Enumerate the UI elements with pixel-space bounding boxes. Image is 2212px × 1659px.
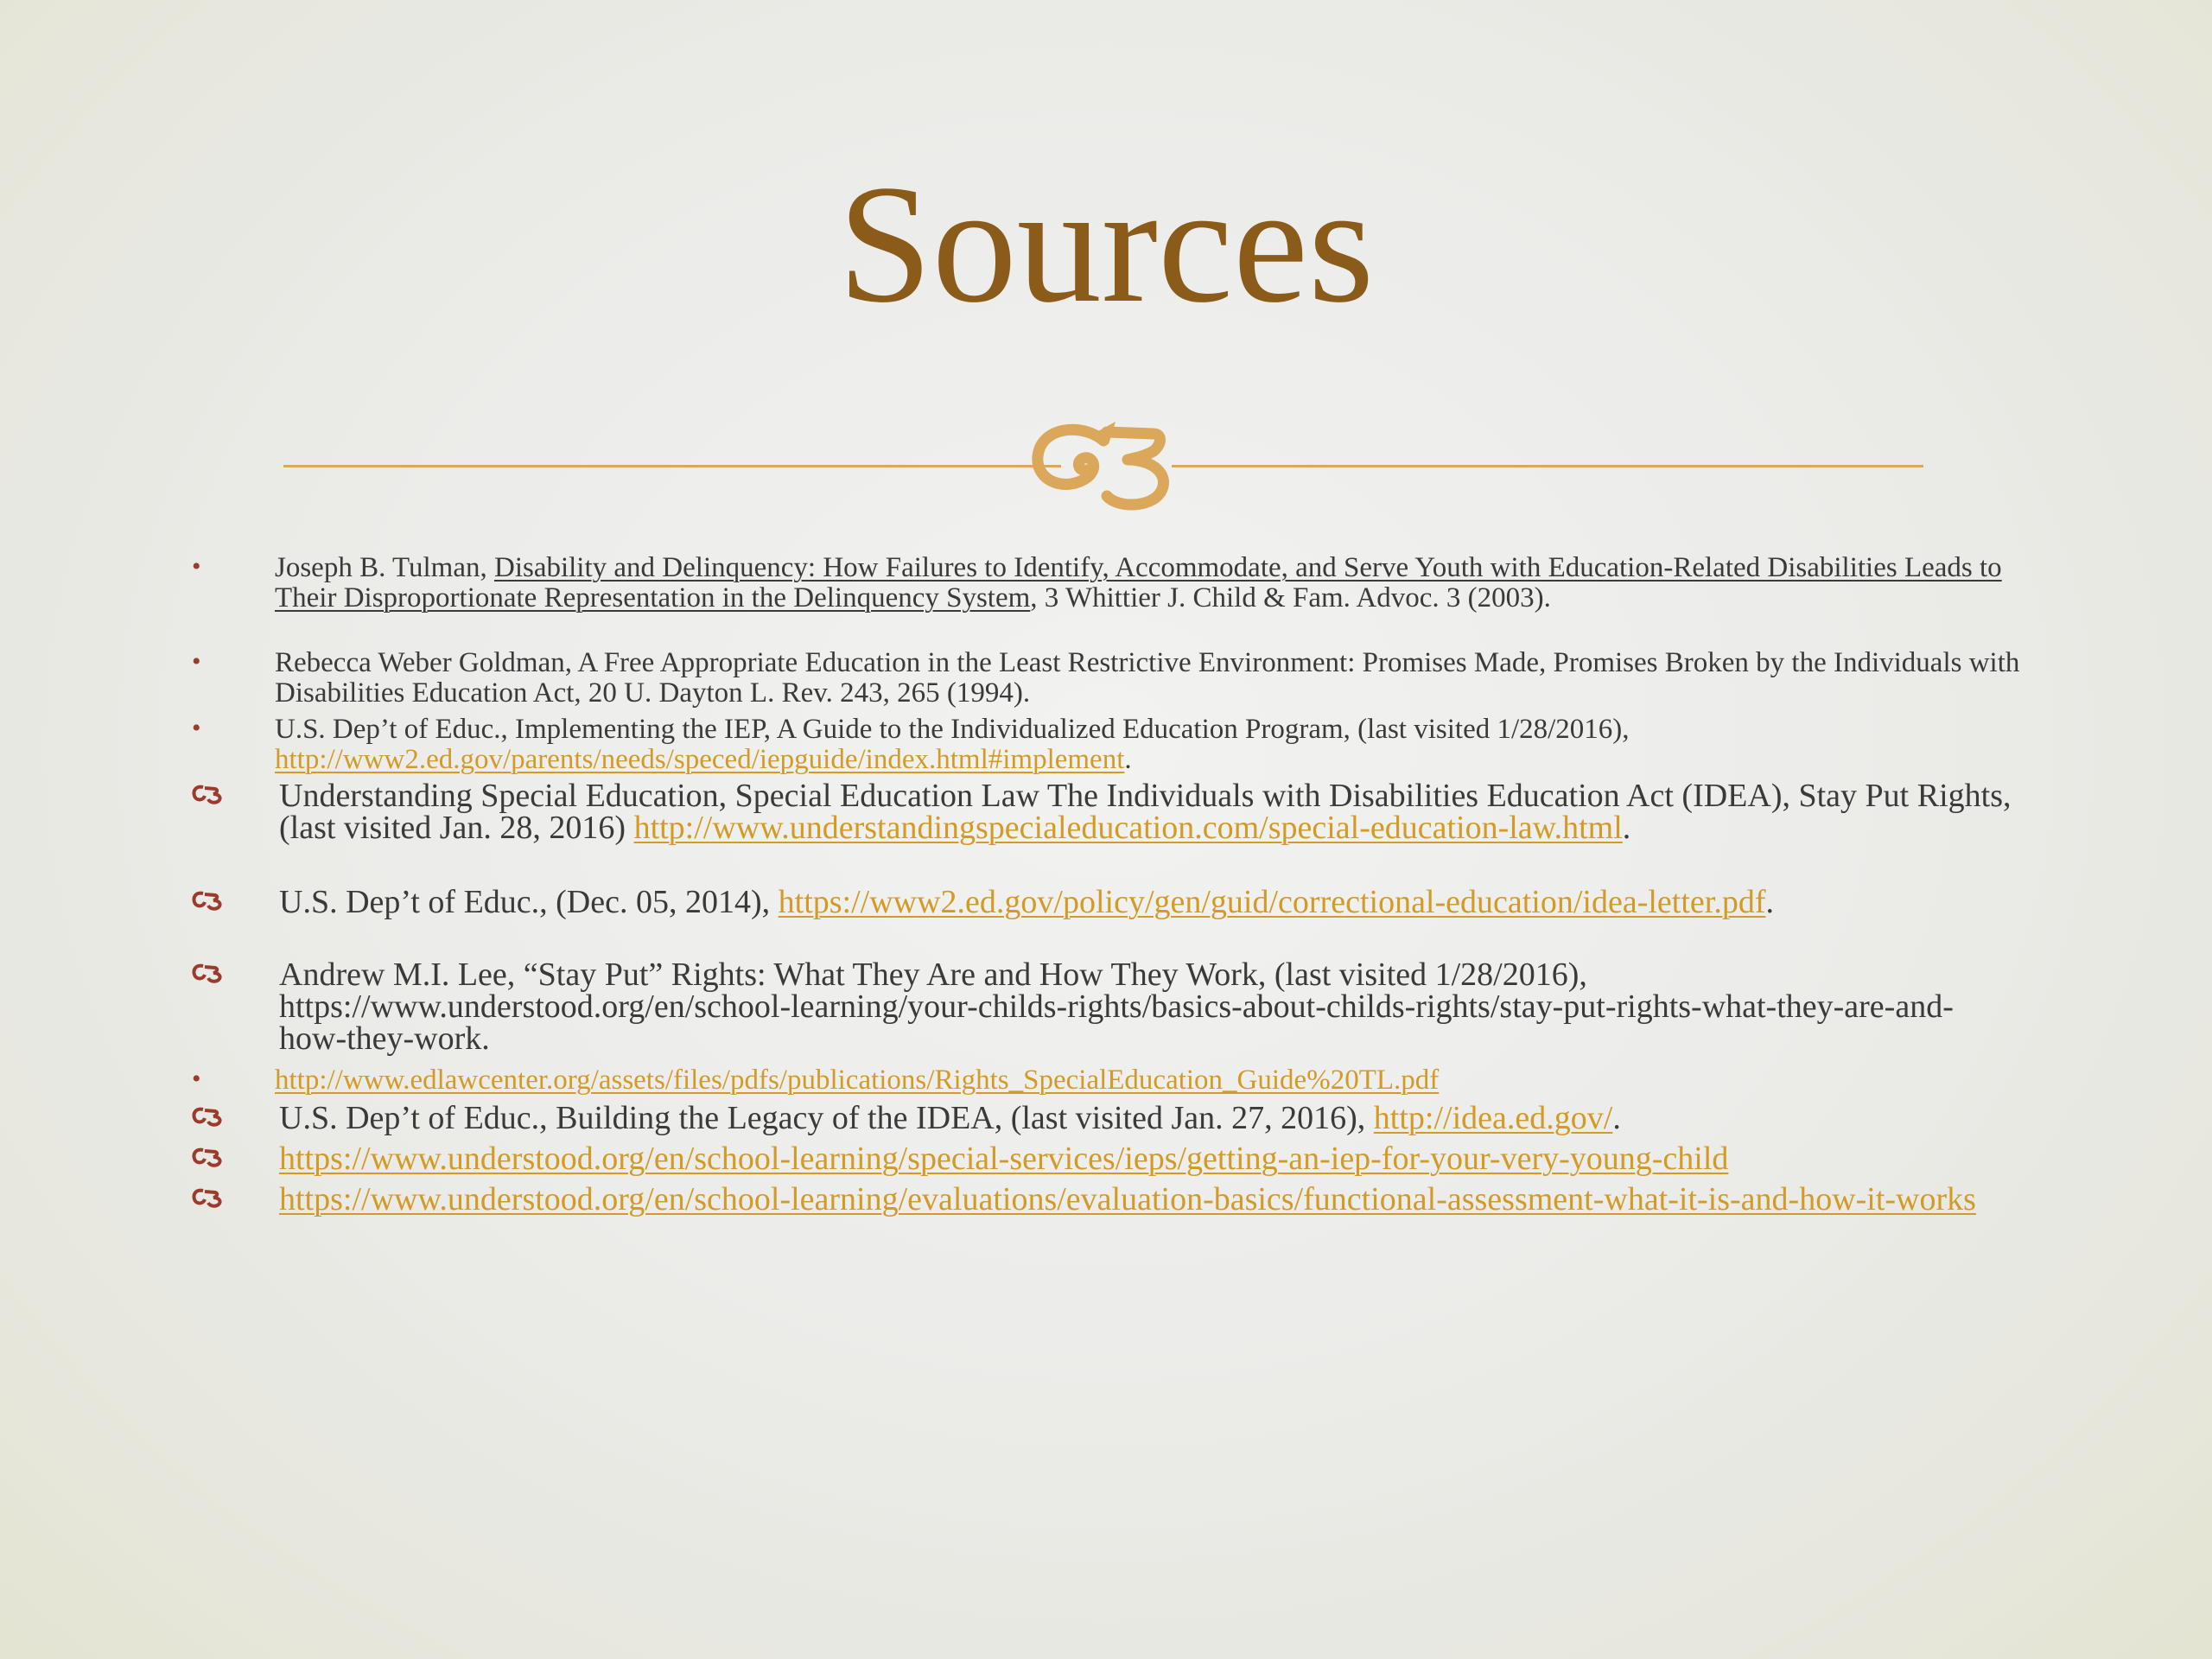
source-text: U.S. Dep’t of Educ., Building the Legacy of the IDEA, (last visited Jan. 27, 2016),	[279, 1100, 1374, 1136]
source-work-title: Disability and Delinquency: How Failures to Identify, Accommodate, and Serve Youth with Education-Related Disabilities Leads to Their Disproportionate Representation in the Delinquency System	[275, 552, 2002, 613]
source-link[interactable]: http://www.understandingspecialeducation.com/special-education-law.html	[633, 810, 1623, 846]
scroll-bullet-icon	[191, 887, 226, 912]
source-text: U.S. Dep’t of Educ., (Dec. 05, 2014),	[279, 884, 779, 920]
source-text: U.S. Dep’t of Educ., Implementing the IEP, A Guide to the Individualized Education Program, (last visited 1/28/2016),	[275, 714, 1630, 745]
source-author: Joseph B. Tulman,	[275, 552, 494, 583]
source-text: Andrew M.I. Lee, “Stay Put” Rights: What They Are and How They Work, (last visited 1/28/2016), https://www.understood.org/en/school-learning/your-childs-rights/basics-about-childs-rights/stay-put-rights-what-they-are-and-how-they-work.	[279, 957, 1954, 1057]
dot-bullet-icon: •	[192, 1065, 201, 1093]
source-link[interactable]: https://www2.ed.gov/policy/gen/guid/correctional-education/idea-letter.pdf	[778, 884, 1766, 920]
source-link[interactable]: http://idea.ed.gov/	[1373, 1100, 1613, 1136]
list-item	[192, 1065, 2020, 1096]
dot-bullet-icon: •	[192, 552, 201, 581]
source-after: .	[1612, 1100, 1621, 1136]
list-item	[192, 647, 2020, 709]
source-link[interactable]: https://www.understood.org/en/school-learning/evaluations/evaluation-basics/functional-assessment-what-it-is-and-how-it-works	[279, 1181, 1976, 1217]
source-text: Rebecca Weber Goldman, A Free Appropriate Education in the Least Restrictive Environment: Promises Made, Promises Broken by the Individuals with Disabilities Education Act, 20 U. Dayton L. Rev. 243, 265 (1994).	[275, 647, 2020, 709]
source-text: Understanding Special Education, Special Education Law The Individuals with Disabilities Education Act (IDEA), Stay Put Rights, (last visited Jan. 28, 2016)	[279, 778, 2012, 846]
scroll-bullet-icon	[191, 1143, 226, 1169]
list-item	[279, 884, 2016, 920]
source-link[interactable]: http://www2.ed.gov/parents/needs/speced/iepguide/index.html#implement	[275, 744, 1125, 775]
scroll-bullet-icon	[191, 1103, 226, 1128]
list-item	[192, 552, 2020, 613]
dot-bullet-icon: •	[192, 714, 201, 742]
list-item	[279, 1143, 2016, 1175]
source-after: .	[1765, 884, 1774, 920]
scroll-bullet-icon	[191, 959, 226, 985]
list-item	[279, 959, 2016, 1055]
source-link[interactable]: http://www.edlawcenter.org/assets/files/pdfs/publications/Rights_SpecialEducation_Guide%20TL.pdf	[275, 1065, 1440, 1096]
source-citation: , 3 Whittier J. Child & Fam. Advoc. 3 (2003).	[1030, 582, 1551, 613]
source-after: .	[1622, 810, 1631, 846]
dot-bullet-icon: •	[192, 647, 201, 676]
list-item	[279, 780, 2016, 844]
scroll-bullet-icon	[191, 1184, 226, 1210]
slide-title: Sources	[837, 150, 1375, 338]
source-link[interactable]: https://www.understood.org/en/school-learning/special-services/ieps/getting-an-iep-for-your-very-young-child	[279, 1141, 1729, 1177]
list-item	[192, 714, 2020, 775]
scroll-bullet-icon	[191, 780, 226, 806]
list-item	[279, 1181, 2016, 1217]
list-item	[279, 1100, 2016, 1136]
source-after: .	[1124, 744, 1132, 775]
